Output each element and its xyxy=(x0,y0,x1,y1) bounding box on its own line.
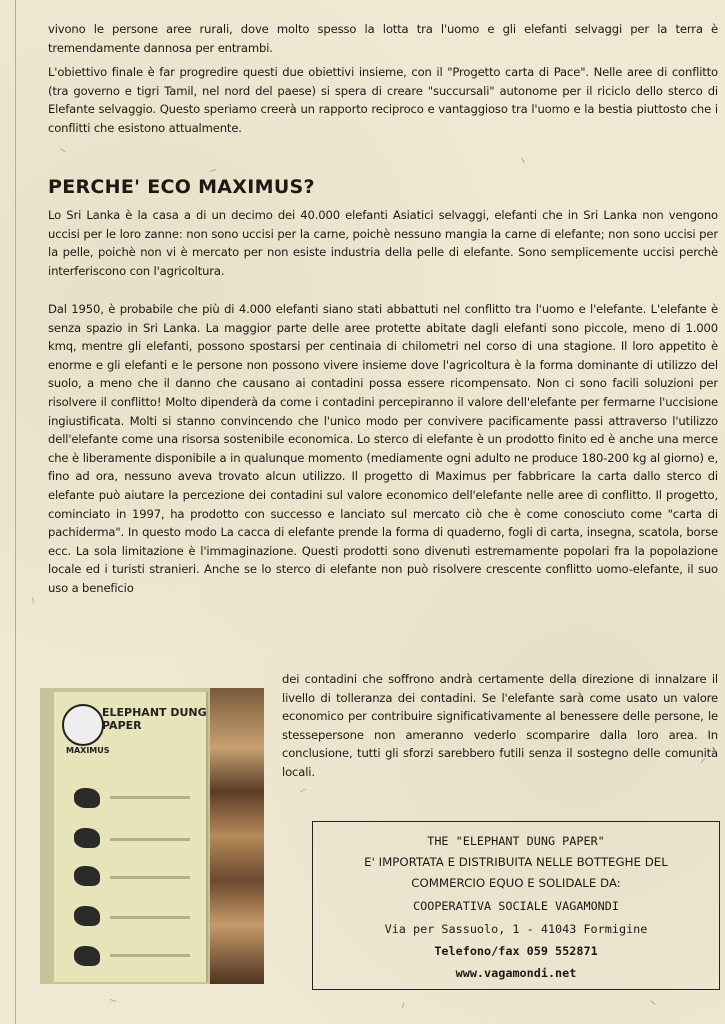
section-title: PERCHE' ECO MAXIMUS? xyxy=(48,176,315,198)
photo-logo-text xyxy=(102,706,207,732)
body-paragraph-3: dei contadini che soffrono andrà certamente della direzione di innalzare il livello di tolleranza dei contadini. Se l'elefante sarà come usato un valore economico per contribuire significativamente al benessere delle persone, le stessepersone non ameranno vederlo scomparire dalla loro area. In conclusione, tutti gli sforzi sarebbero futili senza il sostegno delle comunità locali. xyxy=(282,672,718,779)
elephant-figure-icon xyxy=(74,828,100,848)
page-edge-line xyxy=(15,0,16,1024)
box-line-imported: E' IMPORTATA E DISTRIBUITA NELLE BOTTEGHE DEL xyxy=(364,855,668,869)
distributor-box xyxy=(312,821,720,990)
text-line xyxy=(110,796,190,799)
box-line-website: www.vagamondi.net xyxy=(455,966,577,980)
text-line xyxy=(110,838,190,841)
intro-paragraph-1: vivono le persone aree rurali, dove molto spesso la lotta tra l'uomo e gli elefanti selvaggi per la terra è tremendamente dannosa per entrambi. xyxy=(48,22,718,55)
elephant-figure-icon xyxy=(74,946,100,966)
intro-paragraph-2: L'obiettivo finale è far progredire questi due obiettivi insieme, con il "Progetto carta di Pace". Nelle aree di conflitto (tra governo e tigri Tamil, nel nord del paese) si spera di creare "succursali" autonome per il riciclo dello sterco di Elefante selvaggio. Questo speriamo creerà un rapporto reciproco e vantaggioso tra l'uomo e la bestia piuttosto che i conflitti che esistono attualmente. xyxy=(48,65,718,135)
box-line-address: Via per Sassuolo, 1 - 41043 Formigine xyxy=(384,922,648,936)
photo-brand: MAXIMUS xyxy=(66,746,110,755)
body-paragraph-2: Dal 1950, è probabile che più di 4.000 elefanti siano stati abbattuti nel conflitto tra l'uomo e l'elefante. L'elefante è senza spazio in Sri Lanka. La maggior parte delle aree protette abitate dagli elefanti sono piccole, meno di 1.000 kmq, mentre gli elefanti, possono spostarsi per centinaia di chilometri nel corso di una stagione. Il loro appetito è enorme e gli elefanti e le persone non possono vivere insieme dove l'agricoltura è la forma dominante di utilizzo del suolo, a meno che il danno che causano ai contadini possa essere ricompensato. Non ci sono facili soluzioni per risolvere il conflitto! Molto dipenderà da come i contadini percepiranno il valore dell'elefante per fermarne l'uccisione ingiustificata. Molti si stanno convincendo che l'unico modo per convivere pacificamente passi attraverso l'utilizzo dell'elefante come una risorsa sostenibile economica. Lo sterco di elefante è un prodotto finito ed è anche una merce che è liberamente disponibile a in qualunque momento (mediamente ogni adulto ne produce 180-200 kg al giorno) e, fino ad ora, nessuno aveva trovato alcun utilizzo. Il progetto di Maximus per fabbricare la carta dallo sterco di elefante può aiutare la percezione dei contadini sul valore economico dell'elefante nelle aree di conflitto. Il progetto, cominciato in 1997, ha prodotto con successo e lanciato sul mercato ciò che è come conosciuto come "carta di pachiderma". In questo modo La cacca di elefante prende la forma di quaderno, fogli di carta, insegna, scatola, borse ecc. La sola limitazione è l'immaginazione. Questi prodotti sono divenuti estremamente popolari fra la popolazione locale ed i turisti stranieri. Anche se lo sterco di elefante non può risolvere crescente conflitto uomo-elefante, il suo uso a beneficio xyxy=(48,302,718,595)
photo-logo-line1: ELEPHANT DUNG xyxy=(102,706,207,719)
box-line-phone: Telefono/fax 059 552871 xyxy=(434,944,598,958)
box-title: THE "ELEPHANT DUNG PAPER" xyxy=(427,834,605,848)
photo-logo-line2: PAPER xyxy=(102,719,142,732)
elephant-logo-icon xyxy=(62,704,104,746)
elephant-figure-icon xyxy=(74,788,100,808)
elephant-figure-icon xyxy=(74,866,100,886)
product-photo xyxy=(40,688,264,984)
shelf-background xyxy=(210,688,264,984)
text-line xyxy=(110,954,190,957)
elephant-figure-icon xyxy=(74,906,100,926)
body-paragraph-1: Lo Sri Lanka è la casa a di un decimo dei 40.000 elefanti Asiatici selvaggi, elefanti che in Sri Lanka non vengono uccisi per le loro zanne: non sono uccisi per la carne, poichè nessuno mangia la carne di elefante; non sono uccisi per la pelle, poichè non vi è mercato per non esiste industria della pelle di elefante. Sono semplicemente uccisi perchè interferiscono con l'agricoltura. xyxy=(48,208,718,278)
box-line-commerce: COMMERCIO EQUO E SOLIDALE DA: xyxy=(411,876,621,890)
text-line xyxy=(110,876,190,879)
text-line xyxy=(110,916,190,919)
box-line-cooperative: COOPERATIVA SOCIALE VAGAMONDI xyxy=(413,899,619,913)
